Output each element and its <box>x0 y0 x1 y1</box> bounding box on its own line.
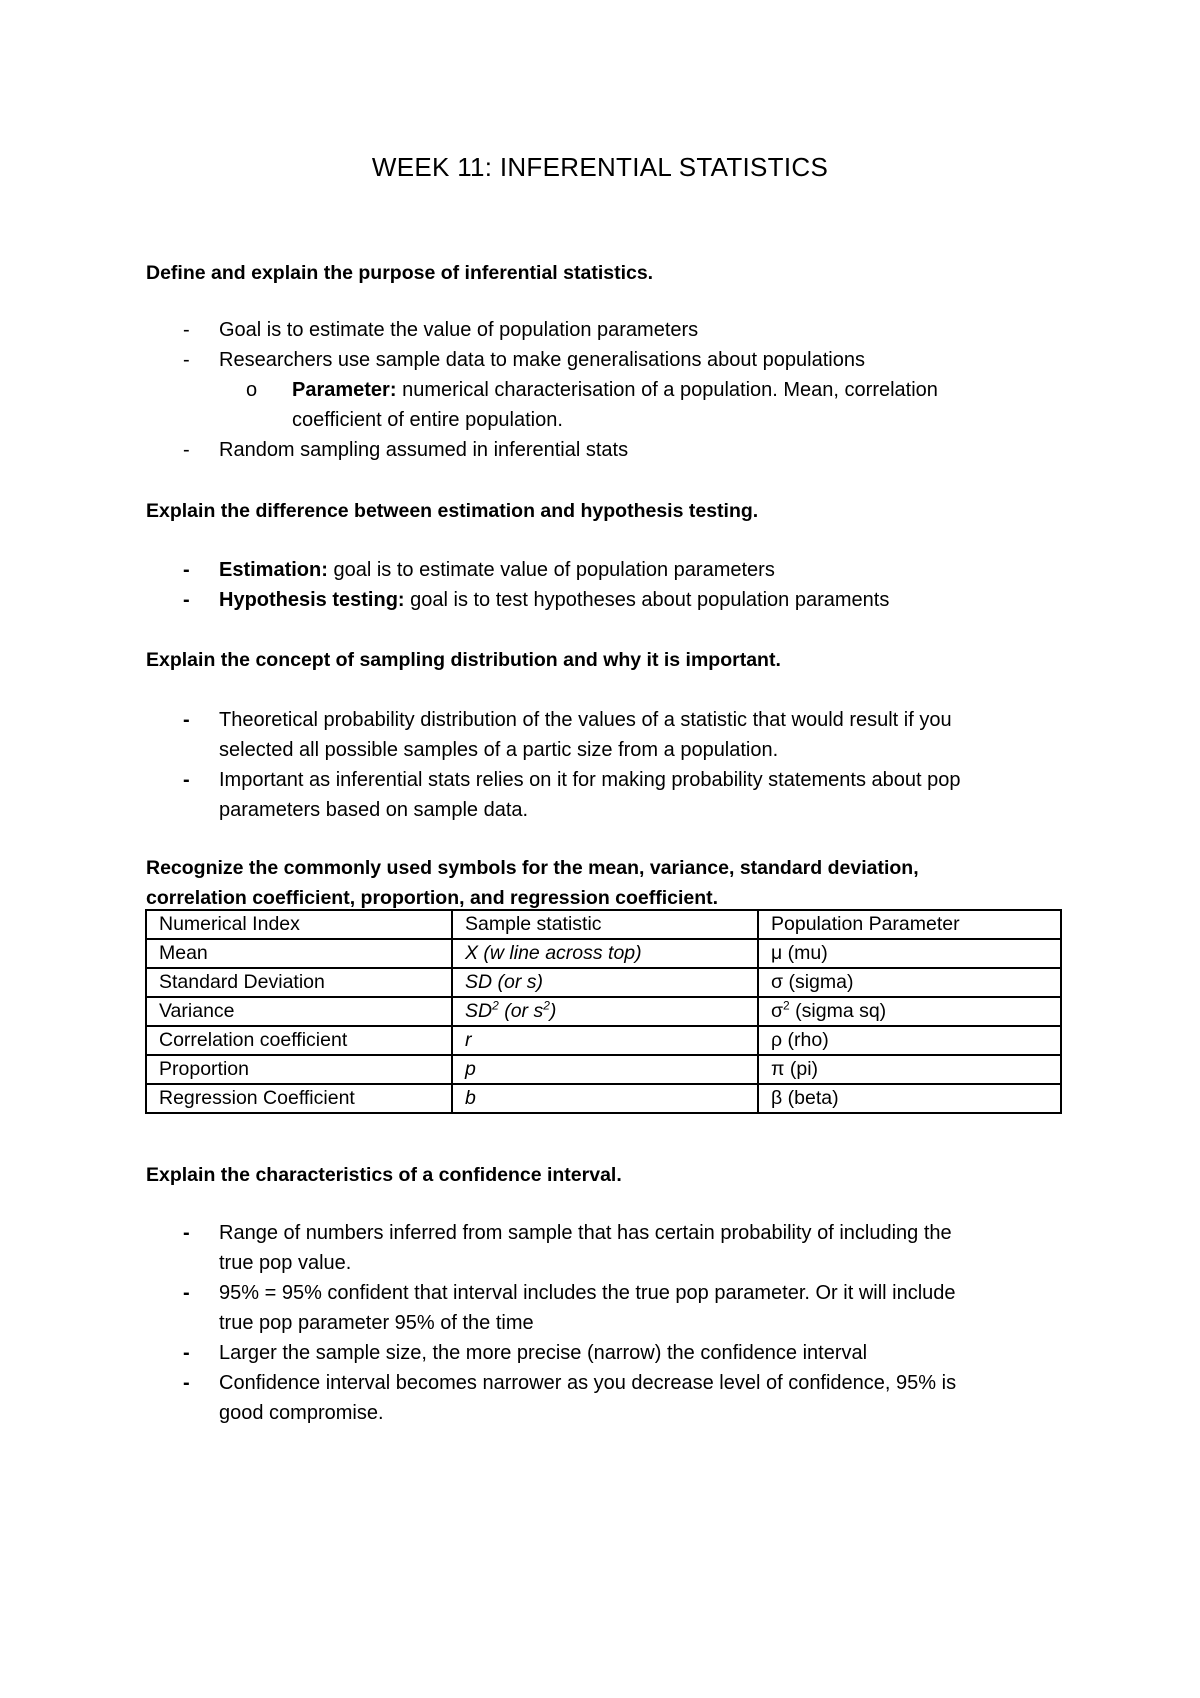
dash-bullet: - <box>183 1342 190 1364</box>
table-row <box>146 1026 1061 1055</box>
table-cell-sample: p <box>452 1055 758 1084</box>
param-symbol: σ <box>771 1000 784 1022</box>
superscript: 2 <box>783 998 790 1013</box>
table-header: Sample statistic <box>452 910 758 939</box>
dash-bullet: - <box>183 319 190 341</box>
section-heading: Explain the characteristics of a confidence interval. <box>146 1164 622 1186</box>
superscript: 2 <box>492 998 499 1013</box>
dash-bullet: - <box>183 1372 190 1394</box>
table-cell-param: ρ (rho) <box>758 1026 1061 1055</box>
section-heading: Recognize the commonly used symbols for the mean, variance, standard deviation, <box>146 857 919 879</box>
list-item-text: Important as inferential stats relies on it for making probability statements about pop <box>219 769 961 791</box>
sub-list-item-text <box>292 375 1052 405</box>
sub-list-item-text: coefficient of entire population. <box>292 409 563 431</box>
table-cell-sample: r <box>452 1026 758 1055</box>
term-label: Estimation: <box>219 559 328 581</box>
list-item-text: Goal is to estimate the value of population parameters <box>219 319 699 341</box>
table-cell-param: μ (mu) <box>758 939 1061 968</box>
table-cell-index: Proportion <box>146 1055 452 1084</box>
list-item-text: Confidence interval becomes narrower as you decrease level of confidence, 95% is <box>219 1372 957 1394</box>
dash-bullet: - <box>183 439 190 461</box>
list-item-text <box>219 555 1049 585</box>
section-heading: Explain the concept of sampling distribution and why it is important. <box>146 649 781 671</box>
section-heading: Define and explain the purpose of inferential statistics. <box>146 262 654 284</box>
dash-bullet: - <box>183 769 190 791</box>
table-cell-sample <box>452 997 758 1026</box>
dash-bullet: - <box>183 709 190 731</box>
table-cell-index: Regression Coefficient <box>146 1084 452 1113</box>
table-cell-sample: X (w line across top) <box>452 939 758 968</box>
list-item-text: Range of numbers inferred from sample that has certain probability of including the <box>219 1222 952 1244</box>
page-title: WEEK 11: INFERENTIAL STATISTICS <box>371 152 829 182</box>
term-label: Hypothesis testing: <box>219 589 405 611</box>
list-item-text: Researchers use sample data to make generalisations about populations <box>219 349 865 371</box>
list-item-text: true pop parameter 95% of the time <box>219 1312 534 1334</box>
table-row <box>146 939 1061 968</box>
table-row <box>146 997 1061 1026</box>
list-item-text: 95% = 95% confident that interval includes the true pop parameter. Or it will include <box>219 1282 956 1304</box>
term-definition: numerical characterisation of a population. Mean, correlation <box>396 379 938 401</box>
list-item-text: selected all possible samples of a partic size from a population. <box>219 739 779 761</box>
list-item-text: parameters based on sample data. <box>219 799 529 821</box>
table-cell-param: σ (sigma) <box>758 968 1061 997</box>
section-heading-continuation: correlation coefficient, proportion, and regression coefficient. <box>146 887 719 909</box>
dash-bullet: - <box>183 1282 190 1304</box>
table-cell-sample: b <box>452 1084 758 1113</box>
closing-paren: ) <box>549 1000 557 1022</box>
section-heading: Explain the difference between estimation and hypothesis testing. <box>146 500 759 522</box>
table-header: Numerical Index <box>146 910 452 939</box>
table-cell-index: Mean <box>146 939 452 968</box>
table-cell-index: Standard Deviation <box>146 968 452 997</box>
table-header-row <box>146 910 1061 939</box>
dash-bullet: - <box>183 589 190 611</box>
term-definition: goal is to test hypotheses about population paraments <box>404 589 890 611</box>
table-row <box>146 968 1061 997</box>
sample-symbol-alt: (or s <box>498 1000 544 1022</box>
list-item-text: Random sampling assumed in inferential stats <box>219 439 629 461</box>
table-row <box>146 1055 1061 1084</box>
table-cell-param <box>758 997 1061 1026</box>
table-cell-param: π (pi) <box>758 1055 1061 1084</box>
table-header: Population Parameter <box>758 910 1061 939</box>
table-cell-param: β (beta) <box>758 1084 1061 1113</box>
list-item-text: good compromise. <box>219 1402 384 1424</box>
table-cell-index: Variance <box>146 997 452 1026</box>
table-row <box>146 1084 1061 1113</box>
dash-bullet: - <box>183 559 190 581</box>
param-name: (sigma sq) <box>789 1000 887 1022</box>
list-item-text: Larger the sample size, the more precise (narrow) the confidence interval <box>219 1342 868 1364</box>
circle-bullet-icon: o <box>246 379 258 401</box>
term-label: Parameter: <box>292 379 397 401</box>
dash-bullet: - <box>183 1222 190 1244</box>
sample-symbol: SD <box>465 1000 493 1022</box>
table-cell-sample: SD (or s) <box>452 968 758 997</box>
list-item-text: true pop value. <box>219 1252 352 1274</box>
term-definition: goal is to estimate value of population parameters <box>327 559 775 581</box>
list-item-text: Theoretical probability distribution of the values of a statistic that would result if you <box>219 709 952 731</box>
symbols-table <box>145 909 1062 1114</box>
dash-bullet: - <box>183 349 190 371</box>
table-cell-index: Correlation coefficient <box>146 1026 452 1055</box>
list-item-text <box>219 585 1049 615</box>
superscript: 2 <box>543 998 550 1013</box>
